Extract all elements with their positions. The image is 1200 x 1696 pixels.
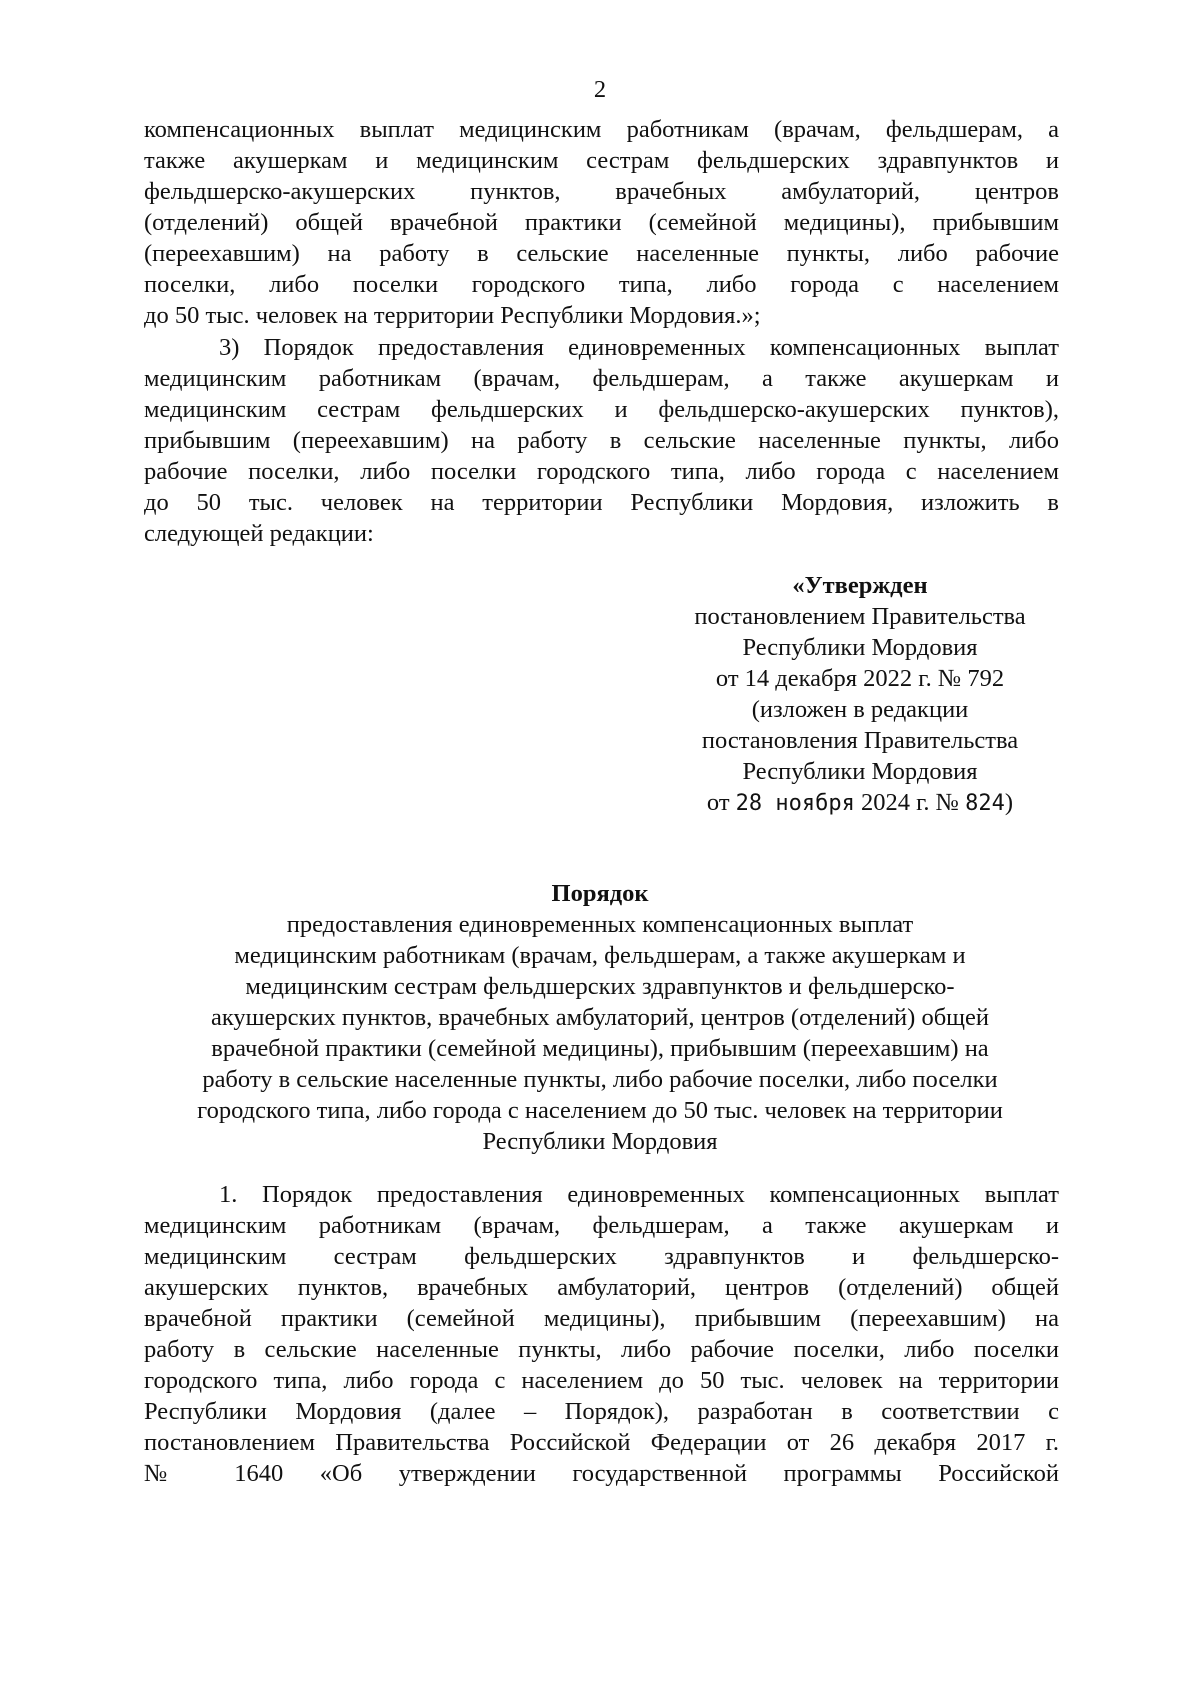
intro-line: до 50 тыс. человек на территории Республики Мордовия.»; bbox=[144, 302, 761, 329]
approval-line: Республики Мордовия bbox=[742, 634, 978, 661]
order-subtitle-line: врачебной практики (семейной медицины), прибывшим (переехавшим) на bbox=[211, 1035, 989, 1062]
item3-line: прибывшим (переехавшим) на работу в сельские населенные пункты, либо bbox=[144, 427, 1059, 454]
approval-title: «Утвержден bbox=[792, 572, 928, 599]
item3-line: 3) Порядок предоставления единовременных компенсационных выплат bbox=[219, 334, 1059, 361]
approval-date-line bbox=[660, 789, 1060, 817]
order-subtitle-line: медицинским работникам (врачам, фельдшерам, а также акушеркам и bbox=[234, 942, 966, 969]
order-subtitle-line: Республики Мордовия bbox=[482, 1128, 718, 1155]
item3-line: до 50 тыс. человек на территории Республики Мордовия, изложить в bbox=[144, 489, 1059, 516]
order-subtitle-line: городского типа, либо города с населением до 50 тыс. человек на территории bbox=[197, 1097, 1003, 1124]
item3-line: следующей редакции: bbox=[144, 520, 374, 547]
item1-line: № 1640 «Об утверждении государственной программы Российской bbox=[144, 1460, 1059, 1487]
item1-line: Республики Мордовия (далее – Порядок), разработан в соответствии с bbox=[144, 1398, 1059, 1425]
intro-line: поселки, либо поселки городского типа, либо города с населением bbox=[144, 271, 1059, 298]
item1-line: работу в сельские населенные пункты, либо рабочие поселки, либо поселки bbox=[144, 1336, 1059, 1363]
approval-line: постановлением Правительства bbox=[694, 603, 1026, 630]
order-subtitle-line: предоставления единовременных компенсационных выплат bbox=[286, 911, 914, 938]
item1-line: 1. Порядок предоставления единовременных компенсационных выплат bbox=[219, 1181, 1059, 1208]
approval-date-prefix: от bbox=[706, 789, 730, 816]
item3-line: медицинским работникам (врачам, фельдшерам, а также акушеркам и bbox=[144, 365, 1059, 392]
item1-line: акушерских пунктов, врачебных амбулаторий, центров (отделений) общей bbox=[144, 1274, 1059, 1301]
approval-date-year: 2024 г. № bbox=[861, 789, 960, 816]
intro-line: также акушеркам и медицинским сестрам фельдшерских здравпунктов и bbox=[144, 147, 1059, 174]
order-subtitle-line: медицинским сестрам фельдшерских здравпунктов и фельдшерско- bbox=[245, 973, 955, 1000]
item3-line: рабочие поселки, либо поселки городского типа, либо города с населением bbox=[144, 458, 1059, 485]
intro-line: фельдшерско-акушерских пунктов, врачебных амбулаторий, центров bbox=[144, 178, 1059, 205]
intro-line: (отделений) общей врачебной практики (семейной медицины), прибывшим bbox=[144, 209, 1059, 236]
item1-line: городского типа, либо города с населением до 50 тыс. человек на территории bbox=[144, 1367, 1059, 1394]
order-title: Порядок bbox=[551, 880, 649, 907]
approval-number-handwritten: 824 bbox=[965, 791, 1005, 816]
order-subtitle-line: акушерских пунктов, врачебных амбулаторий, центров (отделений) общей bbox=[210, 1004, 990, 1031]
intro-line: (переехавшим) на работу в сельские населенные пункты, либо рабочие bbox=[144, 240, 1059, 267]
item1-line: врачебной практики (семейной медицины), прибывшим (переехавшим) на bbox=[144, 1305, 1059, 1332]
item1-line: медицинским работникам (врачам, фельдшерам, а также акушеркам и bbox=[144, 1212, 1059, 1239]
approval-line: (изложен в редакции bbox=[751, 696, 969, 723]
approval-date-suffix: ) bbox=[1004, 789, 1014, 816]
intro-line: компенсационных выплат медицинским работникам (врачам, фельдшерам, а bbox=[144, 116, 1059, 143]
approval-line: от 14 декабря 2022 г. № 792 bbox=[715, 665, 1005, 692]
approval-date-handwritten: 28 ноября bbox=[735, 791, 855, 816]
approval-line: Республики Мордовия bbox=[742, 758, 978, 785]
approval-line: постановления Правительства bbox=[701, 727, 1019, 754]
order-subtitle-line: работу в сельские населенные пункты, либо рабочие поселки, либо поселки bbox=[202, 1066, 998, 1093]
item1-line: постановлением Правительства Российской Федерации от 26 декабря 2017 г. bbox=[144, 1429, 1059, 1456]
item3-line: медицинским сестрам фельдшерских и фельдшерско-акушерских пунктов), bbox=[144, 396, 1059, 423]
page-number: 2 bbox=[593, 76, 607, 103]
item1-line: медицинским сестрам фельдшерских здравпунктов и фельдшерско- bbox=[144, 1243, 1059, 1270]
